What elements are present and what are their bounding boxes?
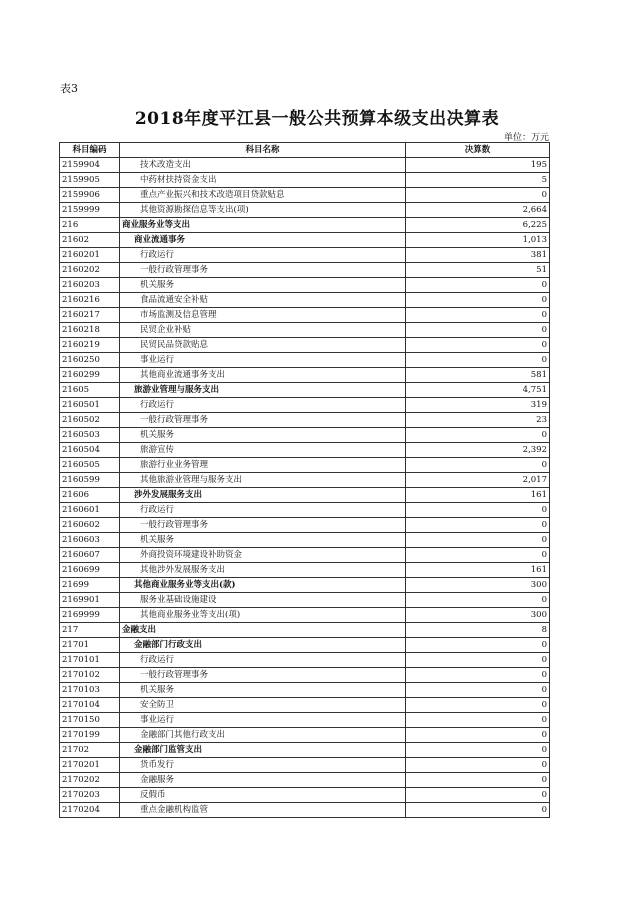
subject-code-cell: 2160607 — [60, 548, 120, 563]
amount-cell: 300 — [406, 608, 550, 623]
subject-name-cell: 机关服务 — [120, 533, 406, 548]
table-number-label: 表3 — [60, 82, 78, 95]
subject-code-cell: 2160250 — [60, 353, 120, 368]
subject-code-cell: 2160601 — [60, 503, 120, 518]
amount-cell: 4,751 — [406, 383, 550, 398]
amount-cell: 51 — [406, 263, 550, 278]
subject-name-cell: 民贸民品贷款贴息 — [120, 338, 406, 353]
subject-code-cell: 2160602 — [60, 518, 120, 533]
subject-name-cell: 其他商业流通事务支出 — [120, 368, 406, 383]
subject-name-cell: 中药材扶持资金支出 — [120, 173, 406, 188]
subject-name-cell: 涉外发展服务支出 — [120, 488, 406, 503]
amount-cell: 0 — [406, 698, 550, 713]
table-row — [60, 473, 550, 488]
table-row — [60, 578, 550, 593]
subject-code-cell: 2160217 — [60, 308, 120, 323]
subject-name-cell: 服务业基础设施建设 — [120, 593, 406, 608]
table-row — [60, 293, 550, 308]
subject-name-cell: 旅游业管理与服务支出 — [120, 383, 406, 398]
table-header-row — [60, 143, 550, 158]
subject-name-cell: 金融支出 — [120, 623, 406, 638]
unit-label: 单位：万元 — [503, 133, 549, 143]
amount-cell: 0 — [406, 323, 550, 338]
amount-cell: 0 — [406, 503, 550, 518]
amount-cell: 2,017 — [406, 473, 550, 488]
subject-name-cell: 其他商业服务业等支出(项) — [120, 608, 406, 623]
table-row — [60, 173, 550, 188]
amount-cell: 0 — [406, 533, 550, 548]
subject-code-cell: 2160216 — [60, 293, 120, 308]
subject-code-cell: 2160501 — [60, 398, 120, 413]
amount-cell: 381 — [406, 248, 550, 263]
subject-name-cell: 重点产业振兴和技术改造项目贷款贴息 — [120, 188, 406, 203]
subject-code-cell: 2170203 — [60, 788, 120, 803]
table-row — [60, 563, 550, 578]
table-row — [60, 713, 550, 728]
amount-cell: 0 — [406, 593, 550, 608]
subject-name-cell: 旅游宣传 — [120, 443, 406, 458]
subject-name-cell: 行政运行 — [120, 248, 406, 263]
subject-code-cell: 21606 — [60, 488, 120, 503]
header-code: 科目编码 — [60, 143, 120, 158]
table-row — [60, 353, 550, 368]
subject-code-cell: 2160203 — [60, 278, 120, 293]
subject-name-cell: 一般行政管理事务 — [120, 413, 406, 428]
amount-cell: 0 — [406, 278, 550, 293]
subject-code-cell: 2160218 — [60, 323, 120, 338]
subject-code-cell: 21602 — [60, 233, 120, 248]
subject-code-cell: 2160503 — [60, 428, 120, 443]
table-row — [60, 443, 550, 458]
subject-name-cell: 金融服务 — [120, 773, 406, 788]
table-row — [60, 743, 550, 758]
amount-cell: 195 — [406, 158, 550, 173]
subject-code-cell: 2170102 — [60, 668, 120, 683]
subject-name-cell: 商业流通事务 — [120, 233, 406, 248]
subject-name-cell: 金融部门监管支出 — [120, 743, 406, 758]
subject-code-cell: 2169901 — [60, 593, 120, 608]
subject-name-cell: 事业运行 — [120, 713, 406, 728]
table-row — [60, 413, 550, 428]
subject-name-cell: 安全防卫 — [120, 698, 406, 713]
amount-cell: 0 — [406, 518, 550, 533]
document-title: 2018年度平江县一般公共预算本级支出决算表 — [134, 109, 500, 129]
amount-cell: 0 — [406, 308, 550, 323]
table-row — [60, 698, 550, 713]
subject-name-cell: 金融部门行政支出 — [120, 638, 406, 653]
amount-cell: 5 — [406, 173, 550, 188]
table-row — [60, 188, 550, 203]
subject-code-cell: 21701 — [60, 638, 120, 653]
amount-cell: 0 — [406, 683, 550, 698]
amount-cell: 0 — [406, 353, 550, 368]
header-name: 科目名称 — [120, 143, 406, 158]
subject-code-cell: 2160699 — [60, 563, 120, 578]
subject-name-cell: 机关服务 — [120, 428, 406, 443]
table-row — [60, 608, 550, 623]
amount-cell: 0 — [406, 638, 550, 653]
table-row — [60, 533, 550, 548]
table-row — [60, 653, 550, 668]
subject-name-cell: 事业运行 — [120, 353, 406, 368]
subject-code-cell: 21605 — [60, 383, 120, 398]
amount-cell: 0 — [406, 188, 550, 203]
subject-code-cell: 216 — [60, 218, 120, 233]
subject-name-cell: 一般行政管理事务 — [120, 518, 406, 533]
table-row — [60, 488, 550, 503]
subject-code-cell: 2160504 — [60, 443, 120, 458]
subject-name-cell: 反假币 — [120, 788, 406, 803]
subject-name-cell: 其他涉外发展服务支出 — [120, 563, 406, 578]
subject-name-cell: 外商投资环境建设补助资金 — [120, 548, 406, 563]
subject-code-cell: 2170101 — [60, 653, 120, 668]
subject-name-cell: 行政运行 — [120, 653, 406, 668]
table-row — [60, 683, 550, 698]
subject-code-cell: 2160219 — [60, 338, 120, 353]
table-row — [60, 383, 550, 398]
subject-name-cell: 一般行政管理事务 — [120, 263, 406, 278]
amount-cell: 0 — [406, 758, 550, 773]
table-row — [60, 593, 550, 608]
table-row — [60, 773, 550, 788]
subject-code-cell: 21702 — [60, 743, 120, 758]
table-body — [60, 158, 550, 818]
amount-cell: 0 — [406, 653, 550, 668]
subject-code-cell: 2170199 — [60, 728, 120, 743]
table-row — [60, 548, 550, 563]
amount-cell: 8 — [406, 623, 550, 638]
subject-code-cell: 2160599 — [60, 473, 120, 488]
subject-code-cell: 2160505 — [60, 458, 120, 473]
subject-code-cell: 2159905 — [60, 173, 120, 188]
subject-code-cell: 217 — [60, 623, 120, 638]
subject-code-cell: 2170201 — [60, 758, 120, 773]
subject-name-cell: 金融部门其他行政支出 — [120, 728, 406, 743]
amount-cell: 0 — [406, 713, 550, 728]
amount-cell: 161 — [406, 563, 550, 578]
table-row — [60, 728, 550, 743]
amount-cell: 0 — [406, 338, 550, 353]
subject-code-cell: 2170103 — [60, 683, 120, 698]
amount-cell: 2,392 — [406, 443, 550, 458]
table-row — [60, 308, 550, 323]
amount-cell: 0 — [406, 548, 550, 563]
amount-cell: 161 — [406, 488, 550, 503]
amount-cell: 23 — [406, 413, 550, 428]
subject-name-cell: 一般行政管理事务 — [120, 668, 406, 683]
table-row — [60, 368, 550, 383]
subject-code-cell: 2159999 — [60, 203, 120, 218]
amount-cell: 581 — [406, 368, 550, 383]
amount-cell: 0 — [406, 458, 550, 473]
subject-code-cell: 2170150 — [60, 713, 120, 728]
subject-name-cell: 食品流通安全补贴 — [120, 293, 406, 308]
table-row — [60, 278, 550, 293]
amount-cell: 0 — [406, 773, 550, 788]
amount-cell: 0 — [406, 788, 550, 803]
subject-code-cell: 21699 — [60, 578, 120, 593]
subject-code-cell: 2159906 — [60, 188, 120, 203]
subject-code-cell: 2160502 — [60, 413, 120, 428]
table-row — [60, 263, 550, 278]
subject-name-cell: 机关服务 — [120, 683, 406, 698]
subject-code-cell: 2160202 — [60, 263, 120, 278]
table-row — [60, 203, 550, 218]
table-row — [60, 158, 550, 173]
table-row — [60, 323, 550, 338]
table-row — [60, 233, 550, 248]
table-row — [60, 758, 550, 773]
header-amount: 决算数 — [406, 143, 550, 158]
subject-name-cell: 旅游行业业务管理 — [120, 458, 406, 473]
amount-cell: 0 — [406, 293, 550, 308]
subject-code-cell: 2160201 — [60, 248, 120, 263]
subject-code-cell: 2170104 — [60, 698, 120, 713]
subject-name-cell: 其他资源勘探信息等支出(项) — [120, 203, 406, 218]
subject-name-cell: 商业服务业等支出 — [120, 218, 406, 233]
amount-cell: 0 — [406, 668, 550, 683]
amount-cell: 300 — [406, 578, 550, 593]
subject-code-cell: 2160603 — [60, 533, 120, 548]
table-row — [60, 623, 550, 638]
subject-name-cell: 货币发行 — [120, 758, 406, 773]
table-row — [60, 428, 550, 443]
subject-name-cell: 机关服务 — [120, 278, 406, 293]
budget-table — [59, 142, 550, 818]
table-row — [60, 458, 550, 473]
amount-cell: 1,013 — [406, 233, 550, 248]
table-row — [60, 503, 550, 518]
amount-cell: 2,664 — [406, 203, 550, 218]
table-row — [60, 668, 550, 683]
subject-name-cell: 市场监测及信息管理 — [120, 308, 406, 323]
subject-code-cell: 2170204 — [60, 803, 120, 818]
table-row — [60, 638, 550, 653]
subject-code-cell: 2169999 — [60, 608, 120, 623]
amount-cell: 319 — [406, 398, 550, 413]
amount-cell: 0 — [406, 728, 550, 743]
subject-code-cell: 2170202 — [60, 773, 120, 788]
table-row — [60, 338, 550, 353]
table-row — [60, 248, 550, 263]
amount-cell: 0 — [406, 743, 550, 758]
table-row — [60, 803, 550, 818]
table-row — [60, 218, 550, 233]
table-row — [60, 518, 550, 533]
subject-name-cell: 行政运行 — [120, 398, 406, 413]
subject-name-cell: 行政运行 — [120, 503, 406, 518]
table-row — [60, 788, 550, 803]
subject-name-cell: 民贸企业补贴 — [120, 323, 406, 338]
table-row — [60, 398, 550, 413]
subject-name-cell: 重点金融机构监管 — [120, 803, 406, 818]
subject-code-cell: 2159904 — [60, 158, 120, 173]
amount-cell: 0 — [406, 803, 550, 818]
amount-cell: 0 — [406, 428, 550, 443]
subject-code-cell: 2160299 — [60, 368, 120, 383]
amount-cell: 6,225 — [406, 218, 550, 233]
subject-name-cell: 其他商业服务业等支出(款) — [120, 578, 406, 593]
subject-name-cell: 其他旅游业管理与服务支出 — [120, 473, 406, 488]
subject-name-cell: 技术改造支出 — [120, 158, 406, 173]
